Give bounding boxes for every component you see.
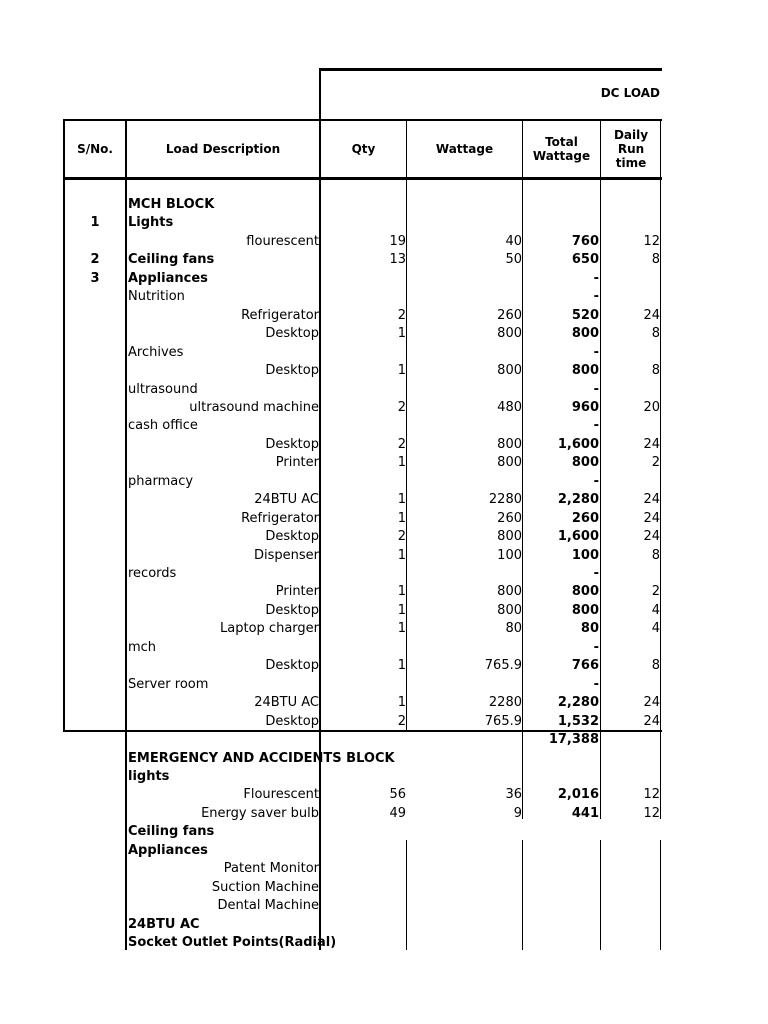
header-total-wattage: Total Wattage bbox=[532, 135, 591, 163]
row-wattage: 2280 bbox=[488, 695, 522, 711]
row-label: pharmacy bbox=[128, 473, 194, 489]
row-daily-run-time: 2 bbox=[651, 455, 660, 471]
row-label: Ceiling fans bbox=[128, 824, 215, 840]
row-qty: 1 bbox=[397, 510, 406, 526]
table-row bbox=[0, 528, 768, 546]
row-item: 24BTU AC bbox=[254, 492, 319, 508]
row-qty: 1 bbox=[397, 326, 406, 342]
row-total-wattage: - bbox=[593, 381, 599, 397]
row-label: Lights bbox=[128, 215, 174, 231]
table-row bbox=[0, 270, 768, 288]
row-item: Desktop bbox=[265, 436, 319, 452]
row-label: lights bbox=[128, 768, 170, 784]
table-row bbox=[0, 805, 768, 823]
row-total-wattage: 960 bbox=[571, 399, 599, 415]
row-daily-run-time: 24 bbox=[643, 529, 660, 545]
row-daily-run-time: 8 bbox=[651, 363, 660, 379]
table-row bbox=[0, 657, 768, 675]
row-qty: 2 bbox=[397, 529, 406, 545]
row-label: Appliances bbox=[128, 842, 208, 858]
row-qty: 1 bbox=[397, 602, 406, 618]
row-item: Dental Machine bbox=[217, 898, 319, 914]
table-row bbox=[0, 602, 768, 620]
table-row bbox=[0, 823, 768, 841]
row-total-wattage: 760 bbox=[571, 233, 599, 249]
row-daily-run-time: 12 bbox=[643, 805, 660, 821]
row-daily-run-time: 24 bbox=[643, 713, 660, 729]
row-wattage: 800 bbox=[497, 584, 522, 600]
row-daily-run-time: 24 bbox=[643, 695, 660, 711]
table-row bbox=[0, 620, 768, 638]
row-total-wattage: 2,280 bbox=[557, 695, 599, 711]
row-total-wattage: 800 bbox=[571, 584, 599, 600]
table-row bbox=[0, 934, 768, 952]
row-daily-run-time: 12 bbox=[643, 787, 660, 803]
row-wattage: 2280 bbox=[488, 492, 522, 508]
row-daily-run-time: 4 bbox=[651, 602, 660, 618]
row-total-wattage: 800 bbox=[571, 363, 599, 379]
row-sn: 2 bbox=[90, 252, 100, 268]
row-total-wattage: 2,016 bbox=[557, 787, 599, 803]
header-sn: S/No. bbox=[77, 142, 113, 156]
row-total-wattage: 2,280 bbox=[557, 492, 599, 508]
row-total-wattage: 1,532 bbox=[557, 713, 599, 729]
table-row bbox=[0, 583, 768, 601]
row-daily-run-time: 24 bbox=[643, 436, 660, 452]
header-qty: Qty bbox=[351, 142, 376, 156]
row-total-wattage: 1,600 bbox=[557, 436, 599, 452]
row-item: Suction Machine bbox=[211, 879, 319, 895]
table-row bbox=[0, 750, 768, 768]
table-row bbox=[0, 510, 768, 528]
row-wattage: 36 bbox=[505, 787, 522, 803]
row-label: 24BTU AC bbox=[128, 916, 200, 932]
table-row bbox=[0, 288, 768, 306]
table-row bbox=[0, 842, 768, 860]
row-qty: 1 bbox=[397, 584, 406, 600]
table-row bbox=[0, 196, 768, 214]
row-wattage: 765.9 bbox=[484, 658, 522, 674]
row-total-wattage: 520 bbox=[571, 307, 599, 323]
row-item: Desktop bbox=[265, 658, 319, 674]
row-item: Desktop bbox=[265, 363, 319, 379]
row-total-wattage: - bbox=[593, 473, 599, 489]
table-row bbox=[0, 786, 768, 804]
row-qty: 2 bbox=[397, 436, 406, 452]
row-qty: 1 bbox=[397, 621, 406, 637]
row-label: EMERGENCY AND ACCIDENTS BLOCK bbox=[128, 750, 395, 766]
row-wattage: 260 bbox=[497, 307, 522, 323]
row-item: flourescent bbox=[246, 233, 319, 249]
row-wattage: 800 bbox=[497, 436, 522, 452]
header-bottom-border bbox=[63, 177, 662, 180]
row-label: Ceiling fans bbox=[128, 252, 215, 268]
header-wattage: Wattage bbox=[435, 142, 494, 156]
row-qty: 2 bbox=[397, 399, 406, 415]
row-wattage: 9 bbox=[513, 805, 522, 821]
table-row bbox=[0, 362, 768, 380]
row-qty: 2 bbox=[397, 307, 406, 323]
row-item: Desktop bbox=[265, 326, 319, 342]
table-row bbox=[0, 214, 768, 232]
row-total-wattage: 766 bbox=[571, 658, 599, 674]
top-border-dc-load bbox=[320, 68, 662, 71]
row-total-wattage: - bbox=[593, 639, 599, 655]
row-daily-run-time: 24 bbox=[643, 492, 660, 508]
row-qty: 1 bbox=[397, 547, 406, 563]
row-wattage: 765.9 bbox=[484, 713, 522, 729]
row-item: Laptop charger bbox=[220, 621, 319, 637]
row-qty: 1 bbox=[397, 455, 406, 471]
row-wattage: 40 bbox=[505, 233, 522, 249]
row-daily-run-time: 20 bbox=[643, 399, 660, 415]
row-total-wattage: 260 bbox=[571, 510, 599, 526]
row-total-wattage: - bbox=[593, 676, 599, 692]
row-qty: 1 bbox=[397, 658, 406, 674]
row-label: MCH BLOCK bbox=[128, 197, 215, 212]
row-wattage: 480 bbox=[497, 399, 522, 415]
table-row bbox=[0, 713, 768, 731]
table-row bbox=[0, 473, 768, 491]
row-daily-run-time: 8 bbox=[651, 326, 660, 342]
table-row bbox=[0, 916, 768, 934]
table-row bbox=[0, 454, 768, 472]
table-row bbox=[0, 768, 768, 786]
row-qty: 1 bbox=[397, 695, 406, 711]
row-wattage: 50 bbox=[505, 252, 522, 268]
row-item: Printer bbox=[275, 455, 319, 471]
table-row bbox=[0, 860, 768, 878]
row-wattage: 80 bbox=[505, 621, 522, 637]
row-item: Refrigerator bbox=[241, 510, 319, 526]
row-daily-run-time: 8 bbox=[651, 547, 660, 563]
row-total-wattage: 1,600 bbox=[557, 529, 599, 545]
row-total-wattage: 800 bbox=[571, 326, 599, 342]
header-daily-run-time: Daily Run time bbox=[613, 128, 649, 170]
row-item: Desktop bbox=[265, 529, 319, 545]
header-description: Load Description bbox=[165, 142, 281, 156]
table-row bbox=[0, 233, 768, 251]
table-row bbox=[0, 897, 768, 915]
row-label: Appliances bbox=[128, 270, 208, 286]
row-daily-run-time: 24 bbox=[643, 510, 660, 526]
row-daily-run-time: 24 bbox=[643, 307, 660, 323]
row-label: cash office bbox=[128, 418, 198, 434]
row-daily-run-time: 12 bbox=[643, 233, 660, 249]
section-title: DC LOAD bbox=[600, 86, 660, 100]
row-qty: 13 bbox=[389, 252, 406, 268]
row-item: Dispenser bbox=[254, 547, 319, 563]
row-qty: 1 bbox=[397, 492, 406, 508]
table-row bbox=[0, 676, 768, 694]
row-label: Server room bbox=[128, 676, 209, 692]
row-item: Desktop bbox=[265, 602, 319, 618]
row-wattage: 800 bbox=[497, 455, 522, 471]
row-total-wattage: 80 bbox=[580, 621, 599, 637]
row-daily-run-time: 4 bbox=[651, 621, 660, 637]
table-row bbox=[0, 307, 768, 325]
row-item: Patent Monitor bbox=[223, 861, 319, 877]
row-wattage: 800 bbox=[497, 602, 522, 618]
row-wattage: 800 bbox=[497, 326, 522, 342]
row-total-wattage: 800 bbox=[571, 455, 599, 471]
row-wattage: 260 bbox=[497, 510, 522, 526]
table-row bbox=[0, 325, 768, 343]
row-label: Archives bbox=[128, 344, 184, 360]
row-total-wattage: - bbox=[593, 418, 599, 434]
table-row bbox=[0, 251, 768, 269]
row-item: Flourescent bbox=[243, 787, 319, 803]
table-row bbox=[0, 547, 768, 565]
row-item: Energy saver bulb bbox=[201, 805, 319, 821]
row-wattage: 100 bbox=[497, 547, 522, 563]
row-total-wattage: 441 bbox=[571, 805, 599, 821]
row-label: Nutrition bbox=[128, 289, 185, 305]
row-qty: 19 bbox=[389, 233, 406, 249]
row-sn: 3 bbox=[90, 270, 100, 286]
row-total-wattage: - bbox=[593, 344, 599, 360]
row-total-wattage: - bbox=[593, 270, 599, 286]
table-row bbox=[0, 694, 768, 712]
row-item: Desktop bbox=[265, 713, 319, 729]
row-label: Socket Outlet Points(Radial) bbox=[128, 935, 337, 950]
table-row bbox=[0, 399, 768, 417]
row-label: mch bbox=[128, 639, 157, 655]
row-label: ultrasound bbox=[128, 381, 198, 397]
row-item: ultrasound machine bbox=[189, 399, 319, 415]
row-daily-run-time: 8 bbox=[651, 658, 660, 674]
table-row bbox=[0, 491, 768, 509]
row-daily-run-time: 8 bbox=[651, 252, 660, 268]
row-item: 24BTU AC bbox=[254, 695, 319, 711]
table-row bbox=[0, 565, 768, 583]
table-row bbox=[0, 417, 768, 435]
row-daily-run-time: 2 bbox=[651, 584, 660, 600]
row-total-wattage: - bbox=[593, 289, 599, 305]
table-row bbox=[0, 436, 768, 454]
row-total-wattage: 17,388 bbox=[548, 732, 599, 748]
row-qty: 56 bbox=[389, 787, 406, 803]
row-qty: 49 bbox=[389, 805, 406, 821]
row-qty: 1 bbox=[397, 363, 406, 379]
row-qty: 2 bbox=[397, 713, 406, 729]
row-wattage: 800 bbox=[497, 363, 522, 379]
subtotal-row bbox=[0, 731, 768, 749]
row-item: Printer bbox=[275, 584, 319, 600]
row-total-wattage: 800 bbox=[571, 602, 599, 618]
row-item: Refrigerator bbox=[241, 307, 319, 323]
table-row bbox=[0, 879, 768, 897]
row-total-wattage: - bbox=[593, 566, 599, 581]
table-row bbox=[0, 381, 768, 399]
row-wattage: 800 bbox=[497, 529, 522, 545]
row-total-wattage: 100 bbox=[571, 547, 599, 563]
row-label: records bbox=[128, 566, 177, 581]
row-sn: 1 bbox=[90, 215, 100, 231]
row-total-wattage: 650 bbox=[571, 252, 599, 268]
table-row bbox=[0, 344, 768, 362]
table-row bbox=[0, 639, 768, 657]
